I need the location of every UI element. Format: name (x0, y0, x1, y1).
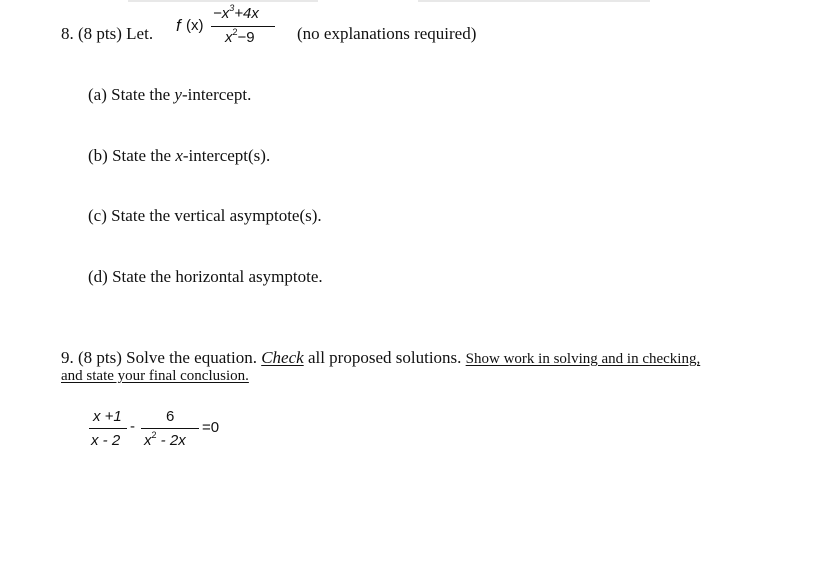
instruction-line-2: and state your final conclusion. (61, 368, 249, 384)
instruction-line-1: Show work in solving and in checking, (465, 351, 701, 367)
fraction-1-numerator: x +1 (93, 408, 122, 425)
check-emphasis: Check (261, 348, 304, 367)
problem-8-note: (no explanations required) (297, 24, 477, 43)
fraction-1-bar (89, 428, 127, 429)
function-denominator: $x^2-9$ (225, 27, 255, 46)
function-fraction-bar (211, 26, 275, 27)
problem-8-label: 8. (8 pts) Let. (61, 24, 154, 43)
fraction-2-bar (141, 428, 199, 429)
part-d: (d) State the horizontal asymptote. (88, 267, 323, 286)
part-b: (b) State the x-intercept(s). (88, 146, 271, 165)
top-remnant-line-left (128, 0, 318, 2)
fraction-2-denominator: $x^2 - 2x$ (144, 430, 186, 449)
function-argument: (x) (186, 17, 204, 34)
part-a: (a) State the y-intercept. (88, 85, 252, 104)
minus-sign: - (130, 418, 135, 435)
equals-zero: =0 (202, 419, 220, 436)
function-name: f (176, 16, 181, 35)
top-remnant-line-right (418, 0, 650, 2)
problem-9-statement: 9. (8 pts) Solve the equation. Check all proposed solutions. Show work in solving and in checking, (61, 348, 701, 367)
function-numerator: $-x^3+4x$ (213, 3, 259, 22)
fraction-2-numerator: 6 (166, 408, 175, 425)
fraction-1-denominator: x - 2 (91, 432, 121, 449)
part-c: (c) State the vertical asymptote(s). (88, 206, 322, 225)
